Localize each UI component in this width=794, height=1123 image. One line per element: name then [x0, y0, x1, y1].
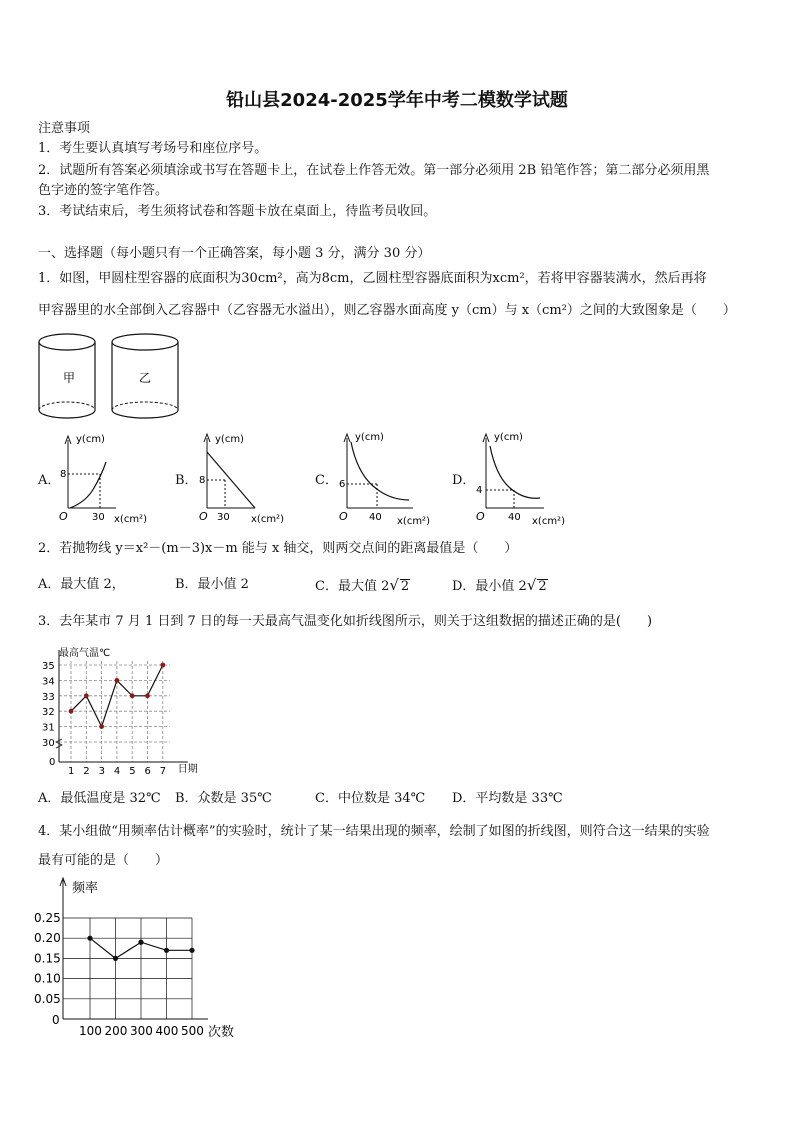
- q2-option-d-text: D．最小值 2: [452, 579, 527, 594]
- origin-label: 0: [52, 1013, 60, 1027]
- data-point: [113, 956, 118, 961]
- x-tick-label: 2: [83, 766, 90, 775]
- q3-option-a: A．最低温度是 32℃: [38, 791, 161, 806]
- x-tick: 40: [508, 512, 521, 523]
- q1-option-b-letter: B．: [175, 473, 198, 488]
- q3-option-c: C．中位数是 34℃: [315, 791, 426, 806]
- notice-item: 2．试题所有答案必须填涂或书写在答题卡上，在试卷上作答无效。第一部分必须用 2B 铅笔作答；第二部分必须用黑: [38, 163, 710, 178]
- y-tick-label: 32: [42, 707, 55, 719]
- q2-option-c: C．最大值 2√ 2: [315, 576, 410, 594]
- x-tick-label: 7: [159, 766, 167, 775]
- question-2-stem: 2．若抛物线 y＝x²－(m－3)x－m 能与 x 轴交，则两交点间的距离最值是（ ）: [38, 541, 518, 556]
- origin-label: O: [59, 510, 68, 523]
- y-tick-label: 0.15: [34, 951, 61, 966]
- data-point: [69, 709, 74, 714]
- axis-y-label: y(cm): [215, 434, 244, 445]
- question-4-line1: 4．某小组做“用频率估计概率”的实验时，统计了某一结果出现的频率，绘制了如图的折线图，则符合这一结果的实验: [38, 824, 710, 839]
- x-axis-title: 日期: [177, 764, 198, 775]
- question-1-line2: 甲容器里的水全部倒入乙容器中（乙容器无水溢出），则乙容器水面高度 y（cm）与 x（cm²）之间的大致图象是（ ）: [38, 303, 736, 318]
- x-tick-label: 500: [181, 1024, 204, 1038]
- temperature-line-chart: [40, 640, 210, 775]
- section-heading: 一、选择题（每小题只有一个正确答案，每小题 3 分，满分 30 分）: [38, 246, 431, 261]
- axis-y-label: y(cm): [494, 432, 523, 443]
- data-point: [164, 948, 169, 953]
- y-tick-label: 0.10: [34, 971, 61, 986]
- x-tick-label: 300: [130, 1024, 153, 1038]
- data-point: [84, 693, 89, 698]
- axis-x-label: x(cm²): [532, 516, 565, 525]
- q2-option-a: A．最大值 2，: [38, 577, 125, 592]
- data-point: [138, 940, 143, 945]
- data-point: [115, 678, 120, 683]
- cylinder-yi-label: 乙: [139, 371, 152, 385]
- data-point: [87, 936, 92, 941]
- y-axis-title: 频率: [72, 881, 99, 896]
- x-tick-label: 4: [113, 766, 121, 775]
- y-tick-label: 30: [42, 738, 55, 749]
- data-point: [145, 693, 150, 698]
- q1-option-d-graph: [470, 428, 570, 525]
- question-1-line1: 1．如图，甲圆柱型容器的底面积为30cm²，高为8cm，乙圆柱型容器底面积为xcm²，若将甲容器装满水，然后再将: [38, 271, 707, 286]
- notice-item: 3．考试结束后，考生须将试卷和答题卡放在桌面上，待监考员收回。: [38, 204, 437, 219]
- origin-label: O: [339, 510, 348, 523]
- notice-heading: 注意事项: [38, 121, 91, 136]
- y-tick-label: 33: [42, 691, 55, 703]
- x-tick-label: 3: [98, 766, 105, 775]
- data-point: [99, 724, 104, 729]
- axis-x-label: x(cm²): [114, 514, 147, 525]
- origin-label: O: [199, 510, 208, 523]
- q3-option-d: D．平均数是 33℃: [452, 791, 563, 806]
- axis-y-label: y(cm): [355, 432, 384, 443]
- y-tick: 6: [339, 479, 346, 490]
- x-tick: 30: [92, 512, 105, 523]
- x-tick-label: 100: [79, 1024, 102, 1038]
- q1-option-a-graph: [56, 430, 156, 525]
- question-3-stem: 3．去年某市 7 月 1 日到 7 日的每一天最高气温变化如折线图所示，则关于这组数据的描述正确的是( ): [38, 614, 653, 629]
- origin-label: 0: [49, 757, 56, 768]
- notice-item: 1．考生要认真填写考场号和座位序号。: [38, 141, 268, 156]
- cylinders-figure: [34, 330, 194, 425]
- q2-option-c-text: C．最大值 2: [315, 579, 390, 594]
- y-axis-title: 最高气温℃: [59, 648, 111, 659]
- q1-option-d-letter: D．: [452, 473, 476, 488]
- axis-y-label: y(cm): [76, 434, 105, 445]
- q1-option-c-graph: [333, 428, 433, 525]
- axis-break: [56, 739, 62, 748]
- frequency-line-chart: [30, 872, 260, 1042]
- y-tick-label: 34: [42, 676, 55, 688]
- x-tick-label: 400: [155, 1024, 179, 1038]
- cylinder-yi: [112, 334, 178, 418]
- x-tick-label: 6: [144, 766, 151, 775]
- y-tick: 8: [199, 475, 206, 486]
- data-point: [130, 693, 135, 698]
- x-axis-title: 次数: [208, 1025, 235, 1040]
- axis-x-label: x(cm²): [251, 514, 284, 525]
- y-tick-label: 0.20: [34, 931, 61, 946]
- data-point: [189, 948, 194, 953]
- q1-option-c-letter: C．: [315, 473, 338, 488]
- x-tick-label: 200: [104, 1024, 128, 1038]
- q2-option-c-radicand: 2: [400, 579, 410, 594]
- origin-label: O: [476, 510, 485, 523]
- y-tick: 4: [476, 485, 483, 496]
- x-tick-label: 1: [68, 766, 75, 775]
- y-tick-label: 35: [42, 661, 55, 672]
- q2-option-b: B．最小值 2: [175, 577, 249, 592]
- y-tick: 8: [60, 469, 67, 480]
- cylinder-jia: [39, 334, 95, 418]
- q2-option-d: D．最小值 2√ 2: [452, 576, 547, 594]
- question-4-line2: 最有可能的是（ ）: [38, 853, 169, 868]
- axis-x-label: x(cm²): [397, 516, 430, 525]
- x-tick: 40: [369, 512, 382, 523]
- y-tick-label: 31: [42, 722, 55, 734]
- y-tick-label: 0.05: [34, 991, 61, 1006]
- notice-item: 色字迹的签字笔作答。: [38, 183, 169, 198]
- y-tick-label: 0.25: [34, 911, 61, 925]
- cylinder-jia-label: 甲: [63, 371, 76, 385]
- x-tick: 30: [217, 512, 230, 523]
- page-title: 铅山县2024-2025学年中考二模数学试题: [226, 90, 568, 111]
- q1-option-b-graph: [195, 430, 295, 525]
- x-tick-label: 5: [129, 766, 136, 775]
- q3-option-b: B．众数是 35℃: [175, 791, 272, 806]
- q2-option-d-radicand: 2: [538, 579, 547, 594]
- data-point: [160, 663, 165, 668]
- q1-option-a-letter: A．: [38, 473, 61, 488]
